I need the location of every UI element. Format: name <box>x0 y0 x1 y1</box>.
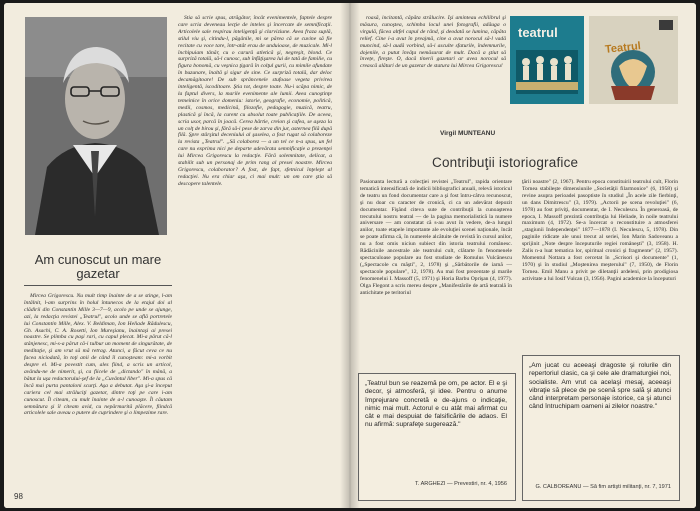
cover-title: teatrul <box>518 25 558 40</box>
article-column-2 <box>522 179 678 359</box>
article-continuation <box>360 15 506 135</box>
article-column-2 <box>178 15 332 495</box>
article-paragraph: roasă, incitantă, căpăta strălucire. Îşi aminteau echilibrul şi măsura, cunoştea, schimba locul unei fotografii, adăuga o virgulă, făcea altfel capul de rând, şi deodată se lumina, căpăta relief. Cine i-a avut în preajmă, cine a avut norocul să-l vadă muncind, să-l audă vorbind, să-i asculte sfaturile, îndemnurile, dojenile, a putut învăţa nemăsurat de mult. Dacă a ştiut să învețe, fireşte. O, dacă tinerii gazetari ar avea norocul să crească alături de un gazetar de statura lui Mircea Grigorescu! <box>360 15 506 70</box>
article-headline: Am cunoscut un mare gazetar <box>34 252 162 281</box>
quote-text: „Am jucat cu aceeaşi dragoste şi rolurile din repertoriul clasic, ca şi cele ale dramaturgiei noi, socialiste. Am vrut ca acelaşi mesaj, aceeaşi vibraţie să plece de pe scenă spre sală şi atunci când interpretam personaje istorice, ca şi atunci când întruchipam oameni ai zilelor noastre." <box>529 362 671 411</box>
cover-title: Teatrul <box>604 40 642 56</box>
page-number: 98 <box>14 492 23 501</box>
article-column-1 <box>360 179 512 359</box>
portrait-photo <box>25 17 167 235</box>
cover-artwork <box>589 16 678 104</box>
magazine-spread <box>4 3 696 508</box>
quote-text: „Teatrul bun se reazemă pe om, pe actor. El e şi decor, şi atmosferă, şi idee. Pentru o anume împrejurare concretă e de-ajuns o indicaţie, nimic mai mult. Actorul e cu atât mai afirmat cu cât e mai despuiat de falsificările de adaos. El nu afirmă: suprafeţe sugerează." <box>365 380 507 429</box>
article-headline: Contribuţii istoriografice <box>432 155 579 170</box>
cover-teatrul-2 <box>589 16 678 104</box>
headline-rule <box>24 285 172 286</box>
left-page <box>4 3 350 508</box>
article-column-1 <box>24 293 172 498</box>
magazine-covers <box>510 16 678 104</box>
article-paragraph: ţării noastre" (2, 1967). Pentru epoca constituirii teatrului cult, Florin Tornea stabileşte dimensiunile „Societăţii filarmonice" (6, 1958) şi revine asupra perioadei pasoptiste în studiul „În acele zile fierbinţi, un dans Dimitrescu" (3, 1979). „Actorii pe scena revoluţiei" (6, 1978) au fost priviţi, documentar, de I. Neculescu. În generoasă, de epoca, I. Massoff prezintă contribuţia lui Heliade, în noile teatrului maximum (4, 1972). Se-a încercat o reconstituire a atmosferei „stagiunii Independenţei" 1877—1878 (I. Neculescu, 5, 1978). Din paginile ridicate ale unui trecut al seriei, Ion Marin Sadoveanu a sprijinit „Note despre începuturile regiei româneşti" (3, 1958). H. Zalis n-a luat tematica lor, spiritual cronici şi fragmente" (2, 1957). Momentul Nottara a fost cercetat în „Scrisori şi documente" (1, 1970) şi în studiul „Moştenirea meşterului" (7, 1950), de Florin Tornea. Emil Manu a privit pe diletanţii ardeleni, prin prodigiosa activitate a lui Iosif Vulcan (3, 1956). Pagini academice la începuturi <box>522 179 678 282</box>
article-author: Virgil MUNTEANU <box>440 130 496 137</box>
quote-source: T. ARGHEZI — Prevestiri, nr. 4, 1956 <box>414 481 507 487</box>
article-paragraph: Pasionanta lectură a colecţiei revistei „Teatrul", rapida orientare tematică intensificată de indicii bibliografici anuali, relevă istoricul de teatru un fond documentar care a şi fost întru-câtva recunoscut, şi nu doar cu caracter de cronică, ci ca un adevărat depozit documentar. Fişând citeva sute de contribuţii la cunoaşterea trecutului nostru teatral — de la pagina memorialistică la numere aniversare — am constatat că s-au avut în vedere, de-a lungul anilor, toate etapele importante ale evoluţiei scenei naţionale, încât se poate afirma că, în numerele alcătuite de revistă în cursul anilor, nu a fost omis niciun subiect din istoria teatrului românesc. Rădăcinile ancestrale ale teatrului cult, clătarte în fenomenele spectaculoase populare au fost studiate de Romulus Vulcănescu („Spectacole cu măşti", 2, 1978) şi „Sărbătorile de iarnă — spectacole populare", 12, 1978). Au mai fost prezentate şi marile fenomenelui I. Massoff (5, 1971) şi Horia Barbu Oprişan (4, 1977). Olga Flegont a scris mereu despre „Manifestările de artă teatrală în antichitate pe teritoriul <box>360 179 512 296</box>
cover-teatrul-1 <box>510 16 584 104</box>
article-paragraph: Mircea Grigorescu. Nu mult timp înainte de a se stinge, l-am întâlnit, l-am surprins în holul întunecos de la etajul doi al clădirii din Constantin Mille 3—7—9, acolo pe unde se ajunge, azi, la redacţia revistei „Teatrul", acolo unde se află portretele lui Constantin Mille, Alex. V. Beldiman, Ion Heliade Rădulescu, Gh. Asachi, C. A. Rosetti, Ion Mureşianu, înaintaşi ai presei noastre. Se plimba cu paşi rari, cu capul plecat. Mi-a părut că-l stânjenesc, mi-s-a părut că-i tulbur un moment de singurătate, de meditaţie, şi am vrut să mă retrag. Atunci, a făcut ceva ce nu facea niciodată, în toţi anii de când îl cunoşteam: mi-a vorbit despre el. Mi-a povestit cum, ales fiind, a scris un articol, avându-ne de nimerit, şi, ca fiicele de „dictando" în mână, a bătut la uşa redactorului-şef de la „Cuvântul liber". Mi-a spus că încă mai purta pantaloni scurţi. Aşa a debutat. Aşa şi-a început cariera cel mai străluciţi gazetar, dintre toţi pe care i-am cunoscut. Îl citeam, cu mult înainte de a-l cunoaşte. Îl căutam semnătura şi îl citeam avid, cu nepărmurită plăcere, fiindcă articolele sale aveau o putere de cuprindere şi o limpezime rare. <box>24 293 172 417</box>
portrait-illustration <box>25 17 167 235</box>
quote-source: G. CALBOREANU — Să fim artişti militanţi, nr. 7, 1971 <box>535 484 671 490</box>
article-paragraph: Stia să scrie spus, atrăgător, încât evenimentele, faptele despre care scria deveneau lecţie de inteles şi încercate de semnificaţii. Articolele sale respirau inteligenţă şi clarviziune. Avea fraza suplă, stilul viu şi, citindu-l, păgânile, mi se părea că se cuvine să fie recitate cu voce tare, într-atât erau de unduioase, de muzicale. Mi-l închipuiam tânăr, cu o carură atletică şi, negreşit, blond. Ce surpriză totală, să-l cunosc, sub înfăţişarea lui de tată de familie, cu figura bonomă, cu veşnica ţigară în colţul gurii, cu mimile afundate în buzunare, înaltă şi sigur de sine. Ce surpriză totală, dar deloc decamăgitoare! De sub sprâncenele stufoase vegeta privirea inteligentă, iscoditoare. Ştia tot, despre toate. Nu-i scăpa nimic, de la faptul divers, la marile evenimente ale lumii. Avea cunoştinţe temeinice în orice domeniu: istorie, geografie, economie, politică, medii, cosmos, medicină, filozofie, pedagogie, muzică, teatru, plastică şi încă, la curent cu absolut toate publicaţiile. De aceea, scria usor, parcă în joacă. Cerea hârtie, creion şi cafea, se aşeza la un colţ de birou şi, fără să-i pese de zarva din jur, asternea filă după filă. Şpre stârşitul deceniului al şaselea, a fost rugat să colaboreze la revista „Teatrul". „Să colaborez — a un tel ce n-a spus, un fel care nu exprima nici pe departe adevărata semnificaţie a prezenţei lui Mircea Grigorescu la redacţie. Fără solemnitate, delicat, a stabilit sub un personaj de prim rang al presei noastre. Mircea Grigorescu, colaborator? A fost, de fapt, sfetnicul înţelept al redacţiei. Nu era chiar aşa, ci mai mult: un om care ştia să descopere talentele. <box>178 15 332 187</box>
cover-artwork <box>510 16 584 104</box>
right-page <box>350 3 696 508</box>
